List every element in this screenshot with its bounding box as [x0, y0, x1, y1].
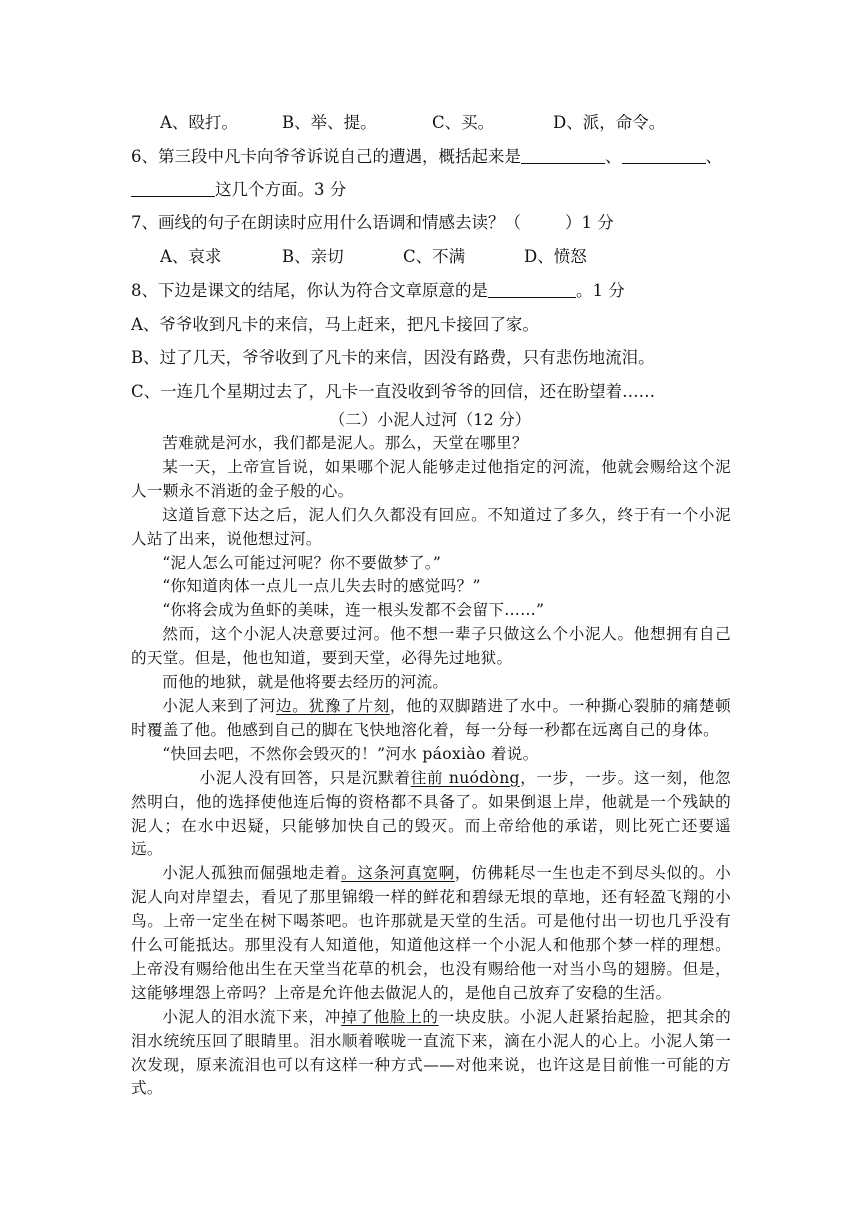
q8-option-c: C、一连几个星期过去了，凡卡一直没收到爷爷的回信，还在盼望着……	[131, 382, 656, 401]
text-run: 小泥人没有回答，只是沉默着	[199, 768, 411, 787]
passage-paragraph: “你将会成为鱼虾的美味，连一根头发都不会留下……”	[162, 601, 545, 620]
q7-option-c: C、不满	[403, 247, 466, 266]
underlined-text: 。这条河真宽啊	[341, 864, 455, 883]
passage-paragraph: 然而，这个小泥人决意要过河。他不想一辈子只做这么个小泥人。他想拥有自己的天堂。但是，他也知道，要到天堂，必得先过地狱。	[131, 625, 731, 668]
text-run: 小泥人来到了河	[162, 696, 277, 715]
answer-blank-1[interactable]	[521, 145, 605, 164]
q7-option-a: A、哀求	[160, 247, 222, 266]
q7-option-b: B、亲切	[282, 247, 344, 266]
passage-paragraph	[131, 767, 731, 863]
text-run: 一块皮肤。小泥人赶紧抬起脸，把其余的泪水统统压回了眼睛里。泪水顺着喉咙一直流下来，滴在小泥人的心上。小泥人第一次发现，原来流泪也可以有这样一种方式——对他来说，也许这是目前惟一可能的方式。	[131, 1007, 731, 1098]
question-6-suffix: 这几个方面。3 分	[215, 180, 347, 199]
question-7	[131, 211, 614, 235]
passage-paragraph: 而他的地狱，就是他将要去经历的河流。	[162, 673, 449, 692]
q5-option-a: A、殴打。	[160, 113, 238, 132]
q8-option-b: B、过了几天，爷爷收到了凡卡的来信，因没有路费，只有悲伤地流泪。	[131, 348, 655, 367]
question-8-suffix: 。1 分	[576, 281, 625, 300]
q5-option-d: D、派，命令。	[553, 113, 666, 132]
question-6	[131, 145, 722, 169]
q5-option-b: B、举、提。	[282, 113, 377, 132]
question-8-text: 8、下边是课文的结尾，你认为符合文章原意的是	[131, 281, 488, 300]
text-run: 小泥人的泪水流下来，冲	[162, 1007, 342, 1026]
q5-option-c: C、买。	[432, 113, 495, 132]
passage-paragraph: “你知道肉体一点儿一点儿失去时的感觉吗？”	[162, 577, 481, 596]
question-7-suffix: ）1 分	[565, 213, 614, 232]
section-title: （二）小泥人过河（12 分）	[329, 410, 531, 429]
q7-option-d: D、愤怒	[524, 247, 587, 266]
passage	[131, 432, 731, 1101]
question-8	[131, 279, 625, 303]
passage-paragraph	[131, 695, 731, 743]
text-run: ，仿佛耗尽一生也走不到尽头似的。小泥人向对岸望去，看见了那里锦缎一样的鲜花和碧绿无垠的草地，还有轻盈飞翔的小鸟。上帝一定坐在树下喝茶吧。也许那就是天堂的生活。可是他付出一切也几乎没有什么可能抵达。那里没有人知道他，知道他这样一个小泥人和他那个梦一样的理想。上帝没有赐给他出生在天堂当花草的机会，也没有赐给他一对当小鸟的翅膀。但是，这能够埋怨上帝吗？上帝是允许他去做泥人的，是他自己放弃了安稳的生活。	[131, 864, 731, 1002]
passage-paragraph: “泥人怎么可能过河呢？你不要做梦了。”	[162, 553, 442, 572]
text-run: ，一步，一步。这一刻，他忽然明白，他的选择使他连后悔的资格都不具备了。如果倒退上岸，他就是一个残缺的泥人；在水中迟疑，只能够加快自己的毁灭。而上帝给他的承诺，则比死亡还要遥远。	[131, 768, 731, 859]
passage-paragraph: 苦难就是河水，我们都是泥人。那么，天堂在哪里？	[162, 434, 528, 452]
passage-paragraph	[131, 1006, 731, 1102]
passage-paragraph: 这道旨意下达之后，泥人们久久都没有回应。不知道过了多久，终于有一个小泥人站了出来，说他想过河。	[131, 505, 731, 548]
answer-blank-4[interactable]	[488, 279, 576, 298]
q8-option-a: A、爷爷收到凡卡的来信，马上赶来，把凡卡接回了家。	[131, 315, 539, 334]
text-run: 小泥人孤独而倔强地走着	[162, 864, 342, 883]
question-7-text: 7、画线的句子在朗读时应用什么语调和情感去读？（	[131, 213, 521, 232]
separator: 、	[605, 147, 622, 166]
separator: 、	[705, 147, 722, 166]
text-run: ，他的双脚踏进了水中。一种撕心裂肺的痛楚顿时覆盖了他。他感到自己的脚在飞快地溶化着，每一分每一秒都在远离自己的身体。	[131, 696, 731, 739]
question-6-text: 6、第三段中凡卡向爷爷诉说自己的遭遇，概括起来是	[131, 147, 521, 166]
underlined-text: 往前 nuódòng	[410, 768, 520, 787]
answer-blank-2[interactable]	[622, 145, 706, 164]
answer-blank-3[interactable]	[131, 178, 215, 197]
underlined-text: 边。犹豫了片刻	[276, 696, 390, 715]
passage-paragraph: “快回去吧，不然你会毁灭的！”河水 páoxiào 着说。	[162, 744, 539, 763]
passage-paragraph	[131, 862, 731, 1005]
passage-paragraph: 某一天，上帝宣旨说，如果哪个泥人能够走过他指定的河流，他就会赐给这个泥人一颗永不消逝的金子般的心。	[131, 457, 731, 500]
underlined-text: 掉了他脸上的	[341, 1007, 439, 1026]
question-6-line-2	[131, 178, 346, 202]
